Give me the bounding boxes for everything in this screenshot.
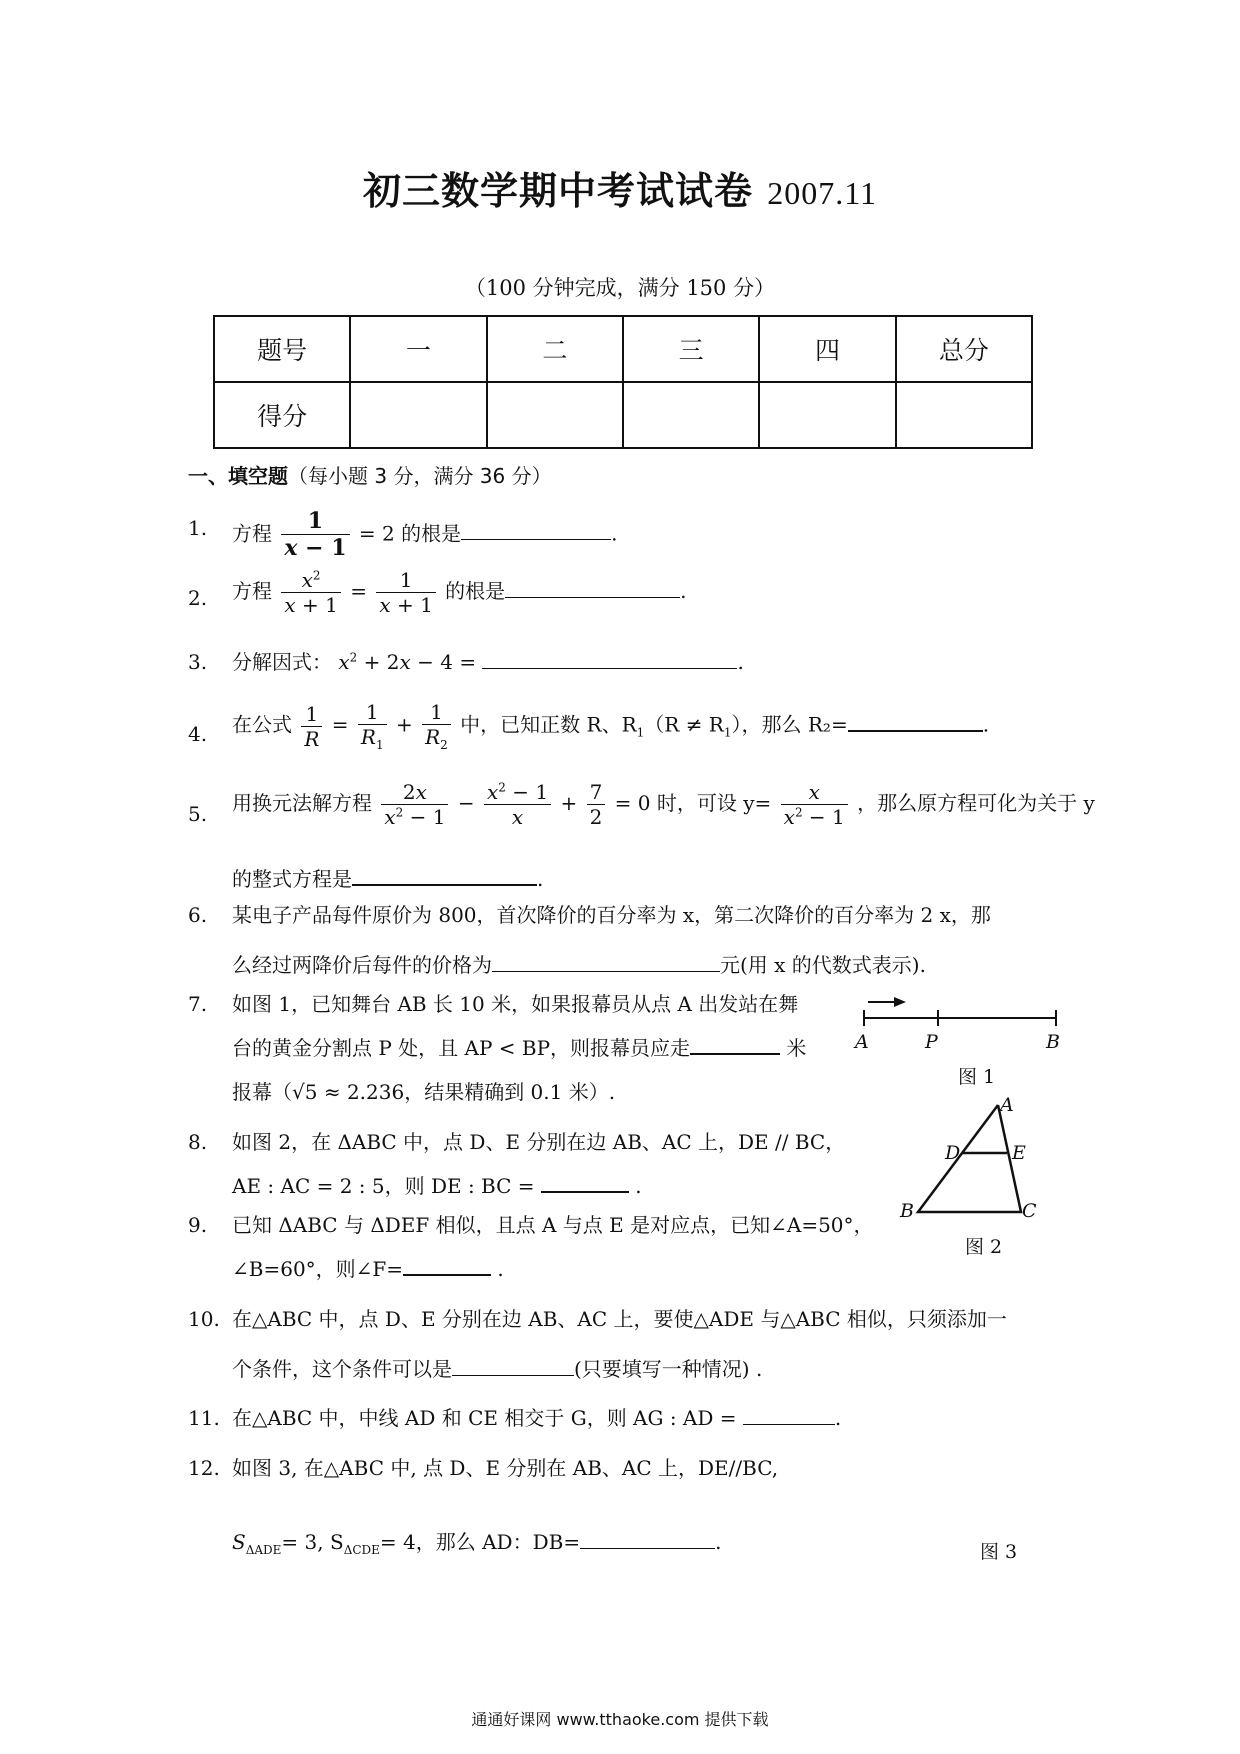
question-text: 么经过两降价后每件的价格为 bbox=[232, 953, 492, 977]
figure-1-point: P bbox=[925, 1031, 938, 1053]
figure-2-point: D bbox=[945, 1142, 961, 1164]
question-text: 已知 ΔABC 与 ΔDEF 相似，且点 A 与点 E 是对应点，已知∠A=50°， bbox=[232, 1213, 874, 1237]
question-number: 8. bbox=[188, 1130, 208, 1154]
figure-1-point: B bbox=[1046, 1031, 1060, 1053]
figure-2-point: C bbox=[1022, 1200, 1037, 1222]
score-table-header-row bbox=[214, 316, 1032, 382]
fraction: $\frac{1}{x - 1}$ bbox=[281, 508, 349, 562]
score-cell: 四 bbox=[759, 316, 895, 382]
fraction: $\frac{x}{x^2 - 1}$ bbox=[781, 780, 848, 829]
section-label: 一、填空题 bbox=[188, 464, 288, 488]
question-text: 方程 bbox=[232, 579, 272, 603]
answer-blank[interactable] bbox=[461, 521, 611, 540]
fraction: $\frac{x^2}{x + 1}$ bbox=[281, 568, 340, 617]
answer-blank[interactable] bbox=[403, 1256, 491, 1276]
question-text: 某电子产品每件原价为 800，首次降价的百分率为 x，第二次降价的百分率为 2 x，那 bbox=[232, 903, 991, 927]
question-number: 7. bbox=[188, 992, 208, 1016]
title-text: 初三数学期中考试试卷 bbox=[362, 168, 753, 213]
question-text: 用换元法解方程 bbox=[232, 791, 372, 815]
question-text: 在公式 bbox=[232, 712, 292, 737]
question-text: 时，可设 y= bbox=[656, 791, 772, 815]
answer-blank[interactable] bbox=[541, 1173, 629, 1193]
question-text: 如图 2，在 ΔABC 中，点 D、E 分别在边 AB、AC 上，DE // BC， bbox=[232, 1130, 846, 1154]
question-text: 元(用 x 的代数式表示). bbox=[720, 953, 926, 977]
fraction: $\frac{x^2 - 1}{x}$ bbox=[484, 780, 551, 829]
fraction: $\frac{1}{R_1}$ bbox=[358, 700, 387, 752]
score-cell: 总分 bbox=[896, 316, 1032, 382]
question-number: 1. bbox=[188, 516, 208, 540]
question-text: (只要填写一种情况) bbox=[574, 1357, 750, 1381]
question-number: 5. bbox=[188, 802, 208, 826]
question-text: 米 bbox=[786, 1036, 807, 1060]
score-cell: 得分 bbox=[214, 382, 350, 448]
question-text: 如图 1，已知舞台 AB 长 10 米，如果报幕员从点 A 出发站在舞 bbox=[232, 992, 799, 1016]
question-number: 4. bbox=[188, 722, 208, 746]
question-text: S bbox=[232, 1530, 246, 1554]
question-text: 个条件，这个条件可以是 bbox=[232, 1357, 452, 1381]
question-number: 9. bbox=[188, 1213, 208, 1237]
score-cell: 三 bbox=[623, 316, 759, 382]
question-number: 11. bbox=[188, 1406, 220, 1430]
fraction: $\frac{1}{R_2}$ bbox=[422, 700, 451, 752]
question-text: 的整式方程是 bbox=[232, 867, 352, 891]
score-entry[interactable] bbox=[623, 382, 759, 448]
question-text: = 3, S bbox=[281, 1530, 344, 1554]
question-number: 6. bbox=[188, 903, 208, 927]
question-text: 中，已知正数 R、R bbox=[460, 712, 637, 737]
question-text: ∠B=60°，则∠F= bbox=[232, 1257, 404, 1281]
section-note: （每小题 3 分，满分 36 分） bbox=[288, 464, 552, 488]
question-text: 报幕（√5 ≈ 2.236，结果精确到 0.1 米）. bbox=[232, 1080, 616, 1104]
question-text: 在△ABC 中，中线 AD 和 CE 相交于 G，则 AG : AD = bbox=[232, 1406, 737, 1430]
answer-blank[interactable] bbox=[492, 953, 720, 972]
title-date: 2007.11 bbox=[767, 175, 878, 211]
question-text: ，那么原方程可化为关于 y bbox=[857, 791, 1095, 815]
fraction: $\frac{1}{R}$ bbox=[301, 702, 322, 751]
figure-2-label: 图 2 bbox=[965, 1236, 1003, 1258]
question-text: ΔADE bbox=[245, 1543, 282, 1557]
exam-subtitle: （100 分钟完成，满分 150 分） bbox=[464, 276, 776, 300]
question-text: 台的黄金分割点 P 处，且 AP < BP，则报幕员应走 bbox=[232, 1036, 691, 1060]
answer-blank[interactable] bbox=[690, 1035, 780, 1055]
score-entry[interactable] bbox=[350, 382, 486, 448]
question-text: = 2 的根是 bbox=[358, 521, 462, 546]
answer-blank[interactable] bbox=[580, 1530, 715, 1549]
question-number: 2. bbox=[188, 586, 208, 610]
question-text: ），那么 R₂= bbox=[731, 712, 848, 737]
section-heading bbox=[188, 460, 552, 489]
score-entry[interactable] bbox=[896, 382, 1032, 448]
fraction: $\frac{7}{2}$ bbox=[587, 780, 606, 829]
figure-1-diagram bbox=[850, 990, 1070, 1040]
figure-2-point: E bbox=[1012, 1142, 1026, 1164]
page-footer: 通通好课网 www.tthaoke.com 提供下载 bbox=[471, 1710, 769, 1729]
page-title bbox=[0, 160, 1240, 215]
score-table bbox=[213, 315, 1033, 449]
score-cell: 一 bbox=[350, 316, 486, 382]
figure-2-point: A bbox=[1000, 1094, 1014, 1116]
figure-2-point: B bbox=[900, 1200, 914, 1222]
question-text: 在△ABC 中，点 D、E 分别在边 AB、AC 上，要使△ADE 与△ABC 相似，只须添加一 bbox=[232, 1307, 1007, 1331]
question-text: = 4，那么 AD：DB= bbox=[379, 1530, 581, 1554]
answer-blank[interactable] bbox=[848, 712, 983, 732]
question-text: AE : AC = 2 : 5，则 DE : BC = bbox=[232, 1174, 535, 1198]
question-text: （R ≠ R bbox=[644, 712, 724, 737]
question-text: 分解因式： bbox=[232, 650, 332, 674]
fraction: $\frac{2x}{x^2 - 1}$ bbox=[381, 780, 448, 829]
score-entry[interactable] bbox=[487, 382, 623, 448]
score-table-score-row bbox=[214, 382, 1032, 448]
figure-1-point: A bbox=[855, 1031, 869, 1053]
question-number: 12. bbox=[188, 1456, 220, 1480]
score-cell: 题号 bbox=[214, 316, 350, 382]
figure-3-label: 图 3 bbox=[980, 1541, 1018, 1563]
score-entry[interactable] bbox=[759, 382, 895, 448]
question-text: 如图 3, 在△ABC 中, 点 D、E 分别在 AB、AC 上，DE//BC, bbox=[232, 1456, 779, 1480]
question-number: 10. bbox=[188, 1307, 220, 1331]
answer-blank[interactable] bbox=[482, 650, 737, 669]
score-cell: 二 bbox=[487, 316, 623, 382]
fraction: $\frac{1}{x + 1}$ bbox=[376, 568, 435, 617]
question-number: 3. bbox=[188, 650, 208, 674]
figure-1-label: 图 1 bbox=[958, 1066, 996, 1088]
question-text: ΔCDE bbox=[343, 1543, 380, 1557]
answer-blank[interactable] bbox=[743, 1406, 835, 1425]
question-text: 的根是 bbox=[445, 579, 506, 603]
answer-blank[interactable] bbox=[452, 1357, 574, 1376]
answer-blank[interactable] bbox=[505, 579, 680, 598]
question-text: 方程 bbox=[232, 521, 272, 546]
answer-blank[interactable] bbox=[352, 866, 537, 886]
